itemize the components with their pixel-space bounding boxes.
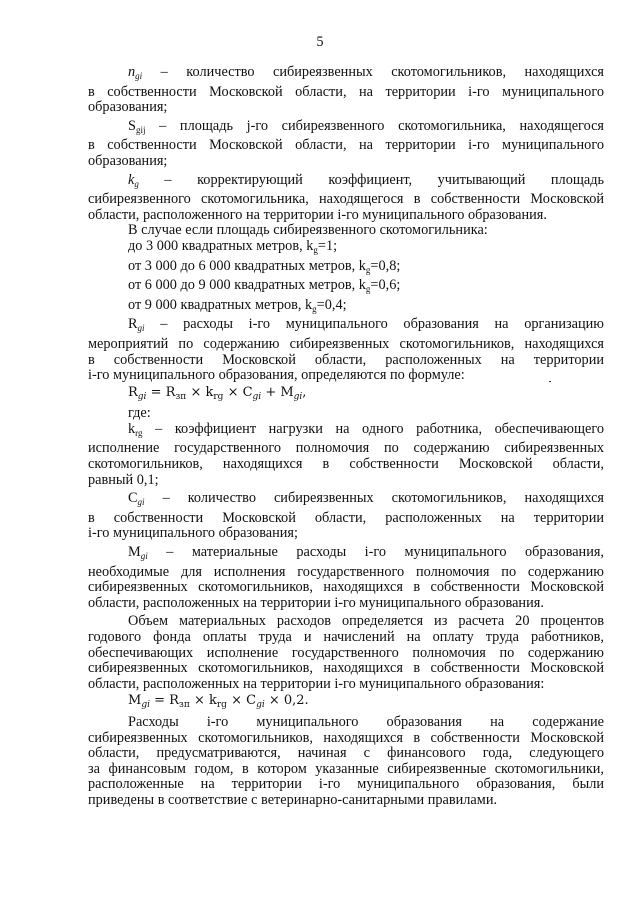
formula-r-gi: $R_{gi} = R_{зп} \times k_{rg} \times C_{gi} + M_{gi}$,	[128, 384, 307, 402]
definition-k-g	[88, 173, 604, 224]
definition-k-g-line2: сибиреязвенного скотомогильника, находящегося в собственности Московской	[88, 191, 604, 208]
scan-mark	[549, 381, 551, 382]
area-rule: до 3 000 квадратных метров, $k_g=1$;	[128, 237, 338, 255]
where-label: где:	[128, 405, 151, 422]
symbol-k-rg-sub: rg	[135, 427, 143, 438]
definition-c-gi-line2: в собственности Московской области, расположенных на территории	[88, 509, 604, 526]
definition-s-gij-line3: образования;	[88, 152, 168, 169]
area-intro: В случае если площадь сибиреязвенного скотомогильника:	[128, 222, 488, 239]
definition-m-gi-line3: сибиреязвенных скотомогильников, находящихся в собственности Московской	[88, 579, 604, 596]
final-line4: за финансовым годом, в котором указанные сибиреязвенные скотомогильники,	[88, 760, 604, 777]
symbol-n-sub: gi	[135, 71, 143, 81]
definition-c-gi	[88, 491, 604, 542]
definition-r-gi-line3: в собственности Московской области, расположенных на территории	[88, 351, 604, 368]
material-line4: сибиреязвенных скотомогильников, находящихся в собственности Московской	[88, 660, 604, 677]
definition-n-gi-line1: – количество сибиреязвенных скотомогильников, находящихся	[160, 64, 605, 80]
definition-s-gij-line2: в собственности Московской области, на территории i-го муниципального	[88, 137, 604, 154]
symbol-r: R	[128, 316, 138, 333]
symbol-m: M	[128, 544, 141, 561]
definition-k-rg-line2: исполнение государственного полномочия по содержанию сибиреязвенных	[88, 440, 604, 457]
definition-m-gi-line4: области, расположенных на территории i-го муниципального образования.	[88, 594, 544, 611]
definition-m-gi-line1: – материальные расходы i-го муниципального образования,	[166, 544, 604, 561]
final-line3: области, предусматриваются, начиная с финансового года, следующего	[88, 745, 604, 762]
definition-k-g-line1: – корректирующий коэффициент, учитывающий площадь	[164, 171, 604, 188]
area-rule: от 6 000 до 9 000 квадратных метров, $k_g=0,6$;	[128, 277, 401, 295]
material-line2: годового фонда оплаты труда и начислений на оплату труда работников,	[88, 629, 604, 645]
symbol-k: k	[128, 171, 135, 188]
symbol-k-sub: g	[134, 178, 139, 189]
area-rule: от 3 000 до 6 000 квадратных метров, $k_g=0,8$;	[128, 257, 401, 275]
symbol-s-sub: gij	[135, 124, 146, 135]
symbol-k-rg: k	[128, 420, 136, 437]
definition-k-rg-line1: – коэффициент нагрузки на одного работника, обеспечивающего	[155, 420, 604, 437]
symbol-c: C	[128, 490, 138, 507]
definition-s-gij-line1: – площадь j-го сибиреязвенного скотомогильника, находящегося	[159, 117, 604, 134]
definition-k-g-line3: области, расположенного на территории i-го муниципального образования.	[88, 206, 547, 223]
definition-m-gi	[88, 545, 604, 611]
definition-s-gij	[88, 119, 604, 170]
definition-c-gi-line1: – количество сибиреязвенных скотомогильников, находящихся	[162, 490, 604, 507]
final-line6: приведены в соответствие с ветеринарно-санитарными правилами.	[88, 791, 498, 808]
formula-m-gi: $M_{gi} = R_{зп} \times k_{rg} \times C_{gi} \times 0,2$.	[128, 693, 309, 711]
material-line1: Объем материальных расходов определяется из расчета 20 процентов	[128, 613, 604, 630]
definition-k-rg-line3: скотомогильников, находящихся в собственности Московской области,	[88, 456, 604, 473]
definition-n-gi-line3: образования;	[88, 99, 168, 116]
symbol-r-sub: gi	[137, 323, 145, 334]
final-line1: Расходы i-го муниципального образования на содержание	[128, 713, 604, 730]
symbol-m-sub: gi	[140, 551, 148, 562]
symbol-n: n	[128, 64, 136, 80]
material-line3: обеспечивающих исполнение государственного полномочия по содержанию	[88, 644, 604, 661]
document-body	[88, 65, 604, 809]
definition-r-gi-line2: мероприятий по содержанию сибиреязвенных скотомогильников, находящихся	[88, 335, 604, 352]
material-paragraph	[88, 614, 604, 692]
definition-k-rg	[88, 422, 604, 488]
definition-c-gi-line3: i-го муниципального образования;	[88, 525, 298, 542]
final-paragraph	[88, 715, 604, 809]
definition-r-gi-line4: i-го муниципального образования, определяются по формуле:	[88, 367, 465, 384]
material-line5: области, расположенных на территории i-го муниципального образования:	[88, 675, 545, 692]
definition-r-gi	[88, 317, 604, 383]
area-rule: от 9 000 квадратных метров, $k_g=0,4$;	[128, 296, 347, 314]
page-number: 5	[316, 34, 324, 50]
definition-n-gi-line2: в собственности Московской области, на территории i-го муниципального	[88, 83, 604, 100]
final-line2: сибиреязвенных скотомогильников, находящихся в собственности Московской	[88, 729, 604, 746]
symbol-c-sub: gi	[137, 497, 145, 508]
symbol-s: S	[128, 117, 136, 134]
final-line5: расположенные на территории i-го муниципального образования, были	[88, 776, 604, 793]
definition-r-gi-line1: – расходы i-го муниципального образования на организацию	[160, 316, 604, 333]
definition-n-gi	[88, 65, 604, 116]
definition-m-gi-line2: необходимые для исполнения государственного полномочия по содержанию	[88, 563, 604, 580]
definition-k-rg-line4: равный 0,1;	[88, 471, 159, 488]
